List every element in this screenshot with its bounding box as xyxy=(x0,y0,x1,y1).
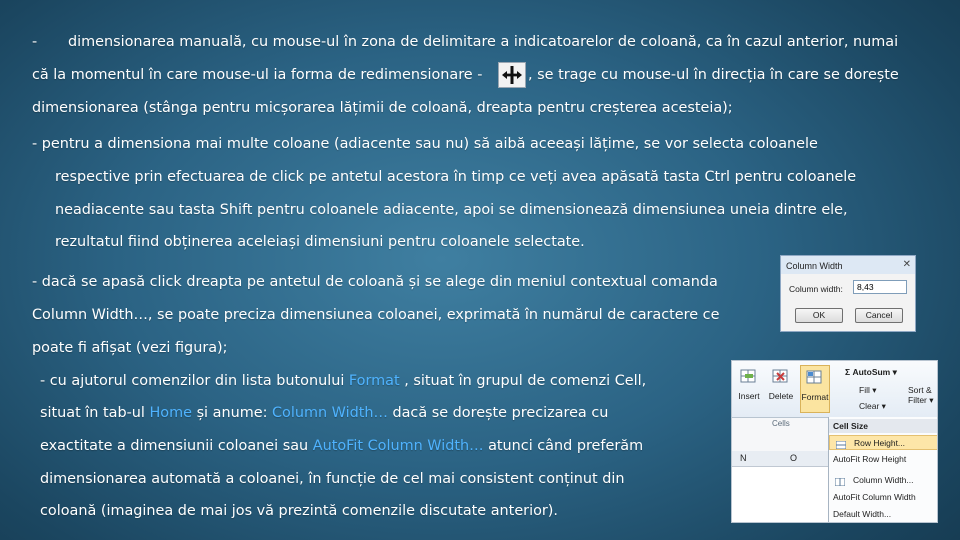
p4-line1b: , situat în grupul de comenzi Cell, xyxy=(404,373,647,389)
cancel-button[interactable]: Cancel xyxy=(855,308,903,323)
column-width-field[interactable]: 8,43 xyxy=(853,280,907,294)
column-width-label: Column Width... xyxy=(853,475,914,485)
insert-label: Insert xyxy=(738,391,760,401)
fill-button[interactable]: Fill ▾ xyxy=(859,385,877,395)
p4-line3b: atunci când preferăm xyxy=(488,438,644,454)
column-o-header[interactable]: O xyxy=(790,453,798,463)
p3-line2: Column Width…, se poate preciza dimensiunea coloanei, exprimată în numărul de caractere ce xyxy=(32,307,720,323)
p2-line1: - pentru a dimensiona mai multe coloane (adiacente sau nu) să aibă aceeași lățime, se vor selecta coloanele xyxy=(32,136,818,152)
autofit-column-width-menu-item[interactable] xyxy=(829,490,938,505)
format-icon xyxy=(805,368,825,388)
autofit-row-height-menu-item[interactable] xyxy=(829,452,938,467)
insert-icon xyxy=(739,367,759,387)
p1-line2a: că la momentul în care mouse-ul ia forma de redimensionare - xyxy=(32,67,483,83)
p4-line2 xyxy=(40,404,608,422)
autofit-column-width-label: AutoFit Column Width xyxy=(833,492,916,502)
p4-line2c: dacă se dorește precizarea cu xyxy=(392,405,609,421)
p2-line4: rezultatul fiind obținerea aceleiași dimensiuni pentru coloanele selectate. xyxy=(55,234,585,250)
clear-button[interactable]: Clear ▾ xyxy=(859,401,886,411)
delete-button[interactable] xyxy=(766,365,796,413)
format-keyword: Format xyxy=(348,373,400,389)
p4-line1a: - cu ajutorul comenzilor din lista butonului xyxy=(40,373,345,389)
column-width-label: Column width: xyxy=(789,284,843,294)
dialog-body xyxy=(781,274,915,331)
column-n-header[interactable]: N xyxy=(740,453,747,463)
p3-line3: poate fi afișat (vezi figura); xyxy=(32,340,228,356)
p1-line1: dimensionarea manuală, cu mouse-ul în zona de delimitare a indicatoarelor de coloană, ca în cazul anterior, numai xyxy=(68,34,899,50)
delete-label: Delete xyxy=(768,391,794,401)
cells-group-label: Cells xyxy=(772,419,790,428)
p2-line2: respective prin efectuarea de click pe antetul acestora în timp ce veți avea apăsată tasta Ctrl pentru coloanele xyxy=(55,169,857,185)
ok-button[interactable]: OK xyxy=(795,308,843,323)
format-label: Format xyxy=(801,392,829,402)
row-height-label: Row Height... xyxy=(854,438,906,448)
row-height-menu-item[interactable] xyxy=(829,435,938,450)
p3-line1: - dacă se apasă click dreapta pe antetul de coloană și se alege din meniul contextual comanda xyxy=(32,274,718,290)
p4-line1 xyxy=(40,372,646,390)
format-dropdown-menu xyxy=(828,417,938,523)
ribbon-cells-group xyxy=(732,361,938,418)
p4-line2b: și anume: xyxy=(196,405,268,421)
insert-button[interactable] xyxy=(734,365,764,413)
p1-line3: dimensionarea (stânga pentru micșorarea lățimii de coloană, dreapta pentru creșterea acesteia); xyxy=(32,100,733,116)
autofit-row-height-label: AutoFit Row Height xyxy=(833,454,907,464)
sort-label: Sort & xyxy=(908,385,932,395)
column-headers xyxy=(732,451,832,467)
autofit-keyword: AutoFit Column Width… xyxy=(312,438,484,454)
default-width-label: Default Width... xyxy=(833,509,892,519)
delete-icon xyxy=(771,367,791,387)
p1-line2b: , se trage cu mouse-ul în direcția în care se dorește xyxy=(528,67,899,83)
p4-line3a: exactitate a dimensiunii coloanei sau xyxy=(40,438,309,454)
column-width-dialog xyxy=(780,255,916,332)
p4-line4: dimensionarea automată a coloanei, în funcție de cel mai consistent conținut din xyxy=(40,471,625,487)
p4-line5: coloană (imaginea de mai jos vă prezintă comenzile discutate anterior). xyxy=(40,503,558,519)
format-menu-screenshot xyxy=(731,360,938,523)
bullet-dash: - xyxy=(32,34,38,50)
filter-label: Filter ▾ xyxy=(908,395,934,405)
sort-filter-button[interactable] xyxy=(908,385,934,405)
column-width-keyword: Column Width… xyxy=(272,405,388,421)
home-keyword: Home xyxy=(149,405,192,421)
format-button[interactable] xyxy=(800,365,830,413)
column-width-icon xyxy=(835,476,845,484)
p4-line3 xyxy=(40,437,643,455)
cell-size-header: Cell Size xyxy=(829,419,938,433)
sheet-grid xyxy=(732,451,832,523)
p4-line2a: situat în tab-ul xyxy=(40,405,145,421)
p2-line3: neadiacente sau tasta Shift pentru coloanele adiacente, apoi se dimensionează dimensiunea uneia dintre ele, xyxy=(55,202,848,218)
resize-cursor-icon xyxy=(498,62,526,88)
column-width-menu-item[interactable] xyxy=(829,473,938,488)
default-width-menu-item[interactable] xyxy=(829,507,938,522)
autosum-button[interactable]: Σ AutoSum ▾ xyxy=(845,367,897,377)
close-icon[interactable]: ✕ xyxy=(902,259,911,270)
row-height-icon xyxy=(836,439,846,447)
dialog-title: Column Width xyxy=(786,261,843,271)
